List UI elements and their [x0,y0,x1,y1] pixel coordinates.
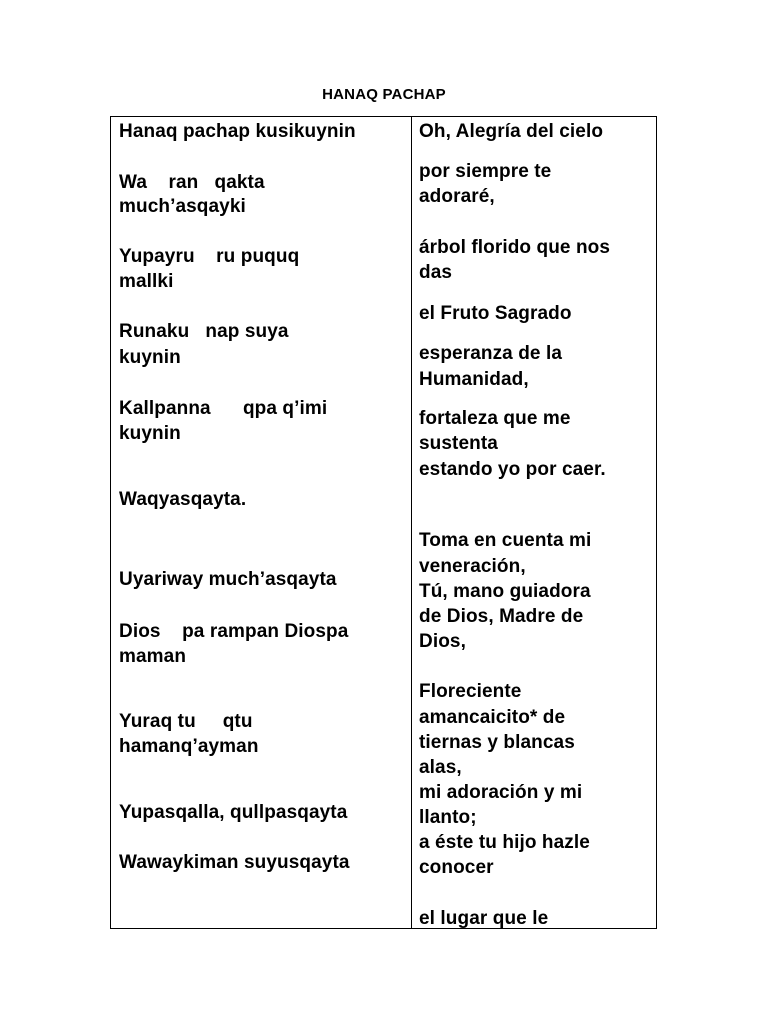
quechua-line: Yupayru ru puquq [119,246,300,267]
spanish-line: tiernas y blancas [419,732,575,753]
spanish-line: Dios, [419,631,466,652]
quechua-line: Dios pa rampan Diospa [119,621,349,642]
spanish-line: llanto; [419,807,477,828]
spanish-line: fortaleza que me [419,408,571,429]
quechua-line: kuynin [119,347,181,368]
document-title: HANAQ PACHAP [322,86,446,103]
spanish-line: a éste tu hijo hazle [419,832,590,853]
hymn-table [110,116,657,929]
spanish-line: el lugar que le [419,908,549,929]
spanish-line: veneración, [419,556,526,577]
spanish-line: esperanza de la [419,343,563,364]
spanish-line: das [419,262,453,283]
quechua-line: maman [119,646,187,667]
quechua-line: Uyariway much’asqayta [119,569,337,590]
spanish-line: Humanidad, [419,369,529,390]
quechua-line: much’asqayki [119,196,246,217]
quechua-line: Kallpanna qpa q’imi [119,398,328,419]
quechua-line: Yupasqalla, qullpasqayta [119,802,348,823]
spanish-line: Oh, Alegría del cielo [419,121,604,142]
quechua-line: kuynin [119,423,181,444]
spanish-line: amancaicito* de [419,707,566,728]
quechua-line: Wawaykiman suyusqayta [119,852,350,873]
quechua-line: mallki [119,271,174,292]
spanish-line: sustenta [419,433,498,454]
spanish-line: adoraré, [419,186,495,207]
spanish-line: de Dios, Madre de [419,606,584,627]
quechua-line: Waqyasqayta. [119,489,247,510]
quechua-line: hamanq’ayman [119,736,259,757]
column-divider [411,117,412,928]
quechua-line: Yuraq tu qtu [119,711,253,732]
spanish-line: árbol florido que nos [419,237,611,258]
spanish-line: el Fruto Sagrado [419,303,572,324]
quechua-line: Wa ran qakta [119,172,265,193]
spanish-line: Floreciente [419,681,522,702]
spanish-line: mi adoración y mi [419,782,583,803]
spanish-line: alas, [419,757,462,778]
quechua-line: Hanaq pachap kusikuynin [119,121,356,142]
spanish-line: conocer [419,857,494,878]
quechua-line: Runaku nap suya [119,321,289,342]
spanish-line: por siempre te [419,161,552,182]
spanish-line: estando yo por caer. [419,459,606,480]
spanish-line: Toma en cuenta mi [419,530,592,551]
spanish-line: Tú, mano guiadora [419,581,591,602]
